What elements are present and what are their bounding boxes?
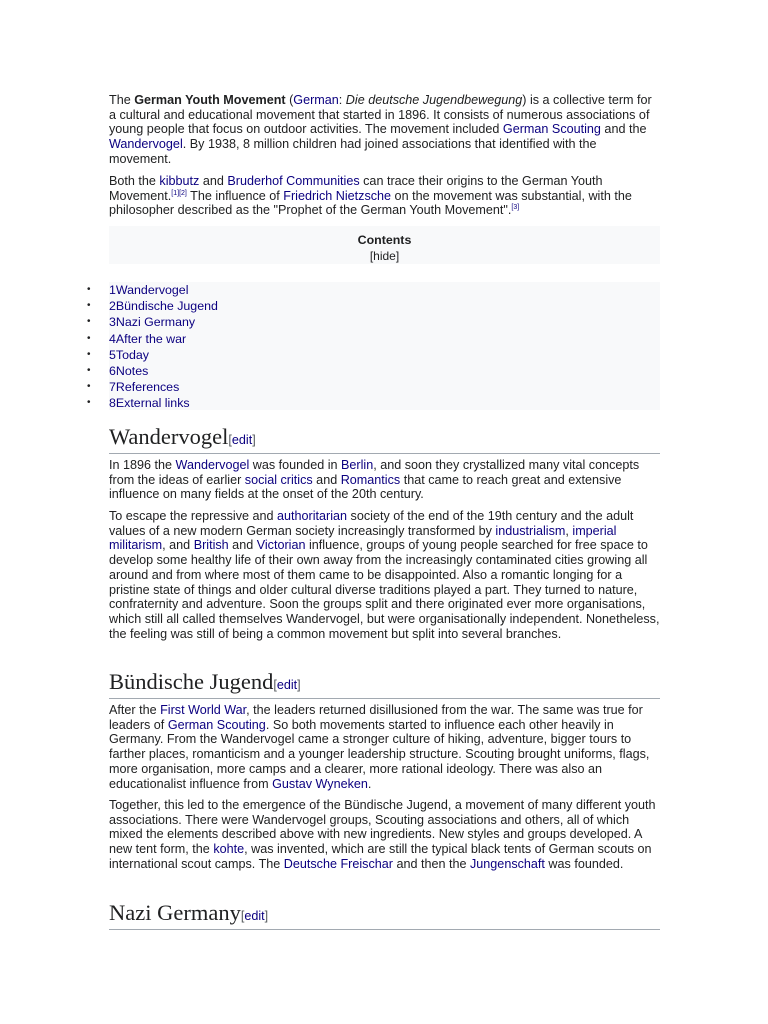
- bracket: ]: [252, 433, 256, 447]
- text: that came to reach great and extensive influence on many fields at the onset of the 20th century.: [109, 472, 622, 502]
- bracket: ]: [264, 909, 269, 923]
- text: , and: [162, 538, 194, 553]
- toc-list: [87, 282, 218, 412]
- toc-title: Contents: [357, 233, 412, 247]
- text: The influence of: [186, 188, 284, 203]
- native-name-italic: Die deutsche Jugendbewegung: [345, 93, 523, 107]
- bracket: ]: [297, 678, 301, 692]
- toc-number: 2: [109, 299, 116, 314]
- text: , and soon they crystallized many vital concepts from the ideas of earlier: [109, 458, 640, 487]
- text: . By 1938, 8 million children had joined associations that identified with the movement.: [109, 137, 597, 166]
- toc-number: 8: [109, 396, 116, 411]
- link-bruderhof[interactable]: Bruderhof Communities: [227, 174, 360, 188]
- text: .: [367, 776, 372, 791]
- text: society of the end of the 19th century and the adult values of a new modern German society increasingly transformed by: [109, 509, 634, 538]
- link-authoritarian[interactable]: authoritarian: [277, 509, 348, 523]
- bullet-icon: •: [87, 364, 91, 376]
- reference-2[interactable]: [179, 190, 187, 197]
- text: . So both movements started to influence each other heavily in Germany. From the Wandervogel came a stronger culture of hiking, adventure, bigger tours to farther places, romanticism and a younger leadership structure. Scouting brought uniforms, flags, more organisation, more camps and a clearer, more rational ideology. There was also an educationalist influence from: [109, 717, 650, 791]
- link-nietzsche[interactable]: Friedrich Nietzsche: [283, 188, 392, 203]
- link-victorian[interactable]: Victorian: [256, 538, 306, 553]
- bracket: [: [228, 433, 232, 447]
- text: on the movement was substantial, with the philosopher described as the "Prophet of the German Youth Movement".: [109, 188, 632, 218]
- link-german-scouting[interactable]: German Scouting: [167, 717, 266, 732]
- toc-link[interactable]: [109, 396, 190, 410]
- toc-label: Wandervogel: [115, 283, 189, 297]
- reference-3-link[interactable]: [3]: [511, 204, 520, 212]
- text: In 1896 the: [109, 458, 176, 472]
- reference-1[interactable]: [171, 190, 179, 197]
- link-social-critics[interactable]: social critics: [244, 472, 313, 487]
- toc-number: 4: [109, 331, 116, 346]
- text: ) is a collective term for a cultural and educational movement that started in 1896. It consists of numerous associations of young people that focus on outdoor activities. The movement included: [109, 93, 652, 137]
- heading-nazi-germany: [109, 900, 660, 930]
- edit-link[interactable]: edit: [244, 909, 265, 923]
- text: was founded in: [249, 458, 341, 472]
- wandervogel-paragraph-1: [109, 458, 660, 502]
- edit-link[interactable]: edit: [231, 433, 253, 447]
- toc-label: Nazi Germany: [115, 315, 196, 330]
- toc-item-notes[interactable]: [87, 363, 218, 379]
- text: and then the: [392, 856, 470, 871]
- link-industrialism[interactable]: industrialism: [495, 523, 566, 538]
- toc-hide-toggle[interactable]: [hide]: [369, 249, 400, 263]
- toc-link[interactable]: [109, 315, 195, 329]
- reference-2-link[interactable]: [2]: [179, 189, 187, 197]
- link-berlin[interactable]: Berlin: [341, 458, 374, 472]
- toc-link[interactable]: [109, 283, 188, 297]
- text: Together, this led to the emergence of the Bündische Jugend, a movement of many different youth associations. There were Wandervogel groups, Scouting associations and others, all of which mixed the elements described above with new ingredients. New styles and groups developed. A new tent form, the: [109, 798, 656, 857]
- link-german-scouting[interactable]: German Scouting: [502, 122, 601, 137]
- toc-link[interactable]: [109, 332, 186, 346]
- text: and: [312, 472, 341, 487]
- toc-link[interactable]: [109, 299, 218, 313]
- toc-number: 3: [109, 315, 116, 330]
- text: , the leaders returned disillusioned from the war. The same was true for leaders of: [109, 703, 643, 732]
- text: ,: [565, 523, 573, 538]
- text: was founded.: [544, 856, 624, 871]
- heading-text: Bündische Jugend: [109, 669, 274, 694]
- toc-item-external-links[interactable]: [87, 395, 218, 411]
- toc-number: 6: [109, 363, 116, 378]
- link-kohte[interactable]: kohte: [213, 842, 245, 857]
- heading-wandervogel: [109, 424, 660, 454]
- text: :: [338, 93, 346, 107]
- toc-number: 5: [109, 347, 116, 362]
- toc-item-nazi-germany[interactable]: [87, 314, 218, 330]
- edit-section: [228, 433, 255, 447]
- text: Both the: [109, 174, 160, 188]
- toc-item-after-the-war[interactable]: [87, 331, 218, 347]
- text: After the: [109, 703, 161, 717]
- article-subject-bold: German Youth Movement: [134, 93, 286, 107]
- heading-text: Nazi Germany: [109, 900, 241, 925]
- link-gustav-wyneken[interactable]: Gustav Wyneken: [272, 776, 368, 791]
- wandervogel-paragraph-2: [109, 509, 660, 641]
- bundische-paragraph-1: [109, 703, 660, 791]
- bracket: [: [273, 678, 277, 692]
- bullet-icon: •: [87, 300, 91, 312]
- toc-link[interactable]: [109, 348, 149, 362]
- text: (: [285, 93, 294, 107]
- toc-item-today[interactable]: [87, 347, 218, 363]
- bullet-icon: •: [87, 332, 91, 344]
- toc-label: References: [115, 380, 180, 395]
- reference-3[interactable]: [511, 204, 519, 211]
- heading-bundische-jugend: [109, 669, 660, 699]
- toc-number: 7: [109, 380, 116, 395]
- toc-item-bundische-jugend[interactable]: [87, 298, 218, 314]
- link-imperial-militarism[interactable]: imperial militarism: [109, 523, 617, 553]
- toc-label: External links: [115, 396, 190, 411]
- text: and: [228, 538, 257, 553]
- origins-paragraph: [109, 174, 660, 218]
- link-british[interactable]: British: [193, 538, 229, 553]
- bullet-icon: •: [87, 381, 91, 393]
- edit-link[interactable]: edit: [276, 678, 298, 692]
- toc-header-box: [109, 226, 660, 264]
- text: , was invented, which are still the typical black tents of German scouts on international scout camps. The: [109, 842, 652, 871]
- bundische-paragraph-2: [109, 798, 660, 872]
- link-german[interactable]: German: [293, 93, 339, 107]
- intro-paragraph: [109, 93, 660, 167]
- bullet-icon: •: [87, 316, 91, 328]
- toc-label: After the war: [115, 331, 187, 346]
- toc-link[interactable]: [109, 380, 179, 394]
- text: can trace their origins to the German Youth Movement.: [109, 174, 603, 203]
- link-deutsche-freischar[interactable]: Deutsche Freischar: [283, 856, 393, 871]
- reference-1-link[interactable]: [1]: [171, 189, 180, 197]
- link-romantics[interactable]: Romantics: [340, 472, 401, 487]
- toc-item-wandervogel[interactable]: [87, 282, 218, 298]
- text: influence, groups of young people searched for free space to develop some healthy life of their own away from the increasingly contaminated cities growing all around and from where most of them came to be disappointed. Also a romantic longing for a pristine state of things and older cultural diverse traditions played a part. They turned to nature, confraternity and adventure. Soon the groups split and there originated ever more organisations, which still all called themselves Wandervogel, but were organisationally independent. Nonetheless, the feeling was still of being a common movement but split into several branches.: [109, 538, 660, 641]
- toc-label: Bündische Jugend: [115, 299, 218, 314]
- toc-label: Today: [115, 347, 149, 362]
- heading-text: Wandervogel: [109, 424, 229, 449]
- toc-item-references[interactable]: [87, 379, 218, 395]
- toc-number: 1: [109, 283, 116, 297]
- text: and the: [600, 122, 647, 137]
- toc-label: Notes: [115, 363, 149, 378]
- link-jungenschaft[interactable]: Jungenschaft: [470, 856, 545, 871]
- bullet-icon: •: [87, 284, 91, 295]
- link-first-world-war[interactable]: First World War: [160, 703, 247, 717]
- edit-section: [241, 909, 268, 923]
- toc-link[interactable]: [109, 364, 148, 378]
- edit-section: [273, 678, 300, 692]
- link-kibbutz[interactable]: kibbutz: [159, 174, 200, 188]
- link-wandervogel[interactable]: Wandervogel: [175, 458, 250, 472]
- text: and: [199, 174, 228, 188]
- link-wandervogel[interactable]: Wandervogel: [109, 137, 183, 152]
- bracket: [: [240, 909, 245, 923]
- bullet-icon: •: [87, 397, 91, 409]
- text: To escape the repressive and: [109, 509, 278, 523]
- bullet-icon: •: [87, 348, 91, 360]
- text: The: [109, 93, 135, 107]
